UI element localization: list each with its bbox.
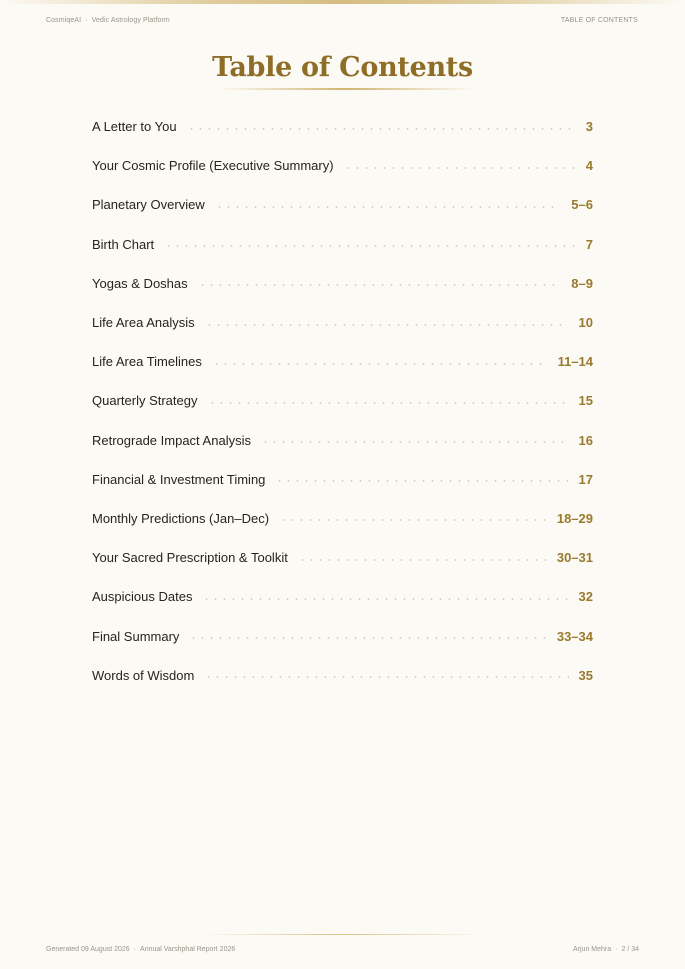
toc-dot-leader [212, 363, 548, 365]
running-header-left [46, 17, 170, 24]
toc-entry[interactable] [92, 303, 593, 342]
toc-entry-page: 30–31 [556, 550, 593, 566]
toc-entry-page: 5–6 [571, 197, 593, 213]
toc-dot-leader [198, 284, 562, 286]
toc-entry[interactable] [92, 342, 593, 381]
toc-entry-label: Auspicious Dates [92, 589, 193, 605]
toc-entry[interactable] [92, 264, 593, 303]
toc-entry[interactable] [92, 499, 593, 538]
footer-generated: Generated 09 August 2026 [46, 946, 130, 953]
header-subtitle: Vedic Astrology Platform [91, 17, 170, 24]
toc-dot-leader [189, 637, 546, 639]
toc-entry[interactable] [92, 616, 593, 655]
toc-entry-label: Financial & Investment Timing [92, 471, 266, 487]
toc-entry-label: Quarterly Strategy [92, 393, 198, 409]
toc-entry-page: 10 [578, 315, 593, 331]
toc-entry[interactable] [92, 185, 593, 224]
toc-entry[interactable] [92, 577, 593, 616]
footer-separator: · [133, 946, 137, 953]
toc-entry-page: 18–29 [556, 510, 593, 526]
top-gold-rule [0, 0, 685, 4]
toc-entry-label: A Letter to You [92, 119, 177, 135]
toc-dot-leader [164, 245, 576, 247]
toc-entry-label: Birth Chart [92, 236, 155, 252]
toc-entry[interactable] [92, 107, 593, 146]
toc-dot-leader [344, 167, 576, 169]
toc-entry-label: Your Cosmic Profile (Executive Summary) [92, 158, 334, 174]
footer-right [573, 946, 639, 953]
toc-entry-page: 16 [578, 432, 593, 448]
toc-entry-page: 32 [578, 589, 593, 605]
toc-dot-leader [298, 559, 547, 561]
toc-dot-leader [204, 676, 568, 678]
footer-page-number: 2 / 34 [621, 946, 639, 953]
toc-dot-leader [215, 206, 562, 208]
toc-entry-label: Retrograde Impact Analysis [92, 432, 251, 448]
toc-entry-label: Yogas & Doshas [92, 275, 188, 291]
toc-entry-page: 11–14 [557, 354, 593, 370]
toc-entry[interactable] [92, 656, 593, 695]
footer-separator-right: · [615, 946, 618, 953]
toc-entry-page: 17 [578, 471, 593, 487]
toc-entry[interactable] [92, 381, 593, 420]
footer-left [46, 946, 235, 953]
toc-dot-leader [205, 324, 569, 326]
toc-dot-leader [275, 480, 568, 482]
toc-dot-leader [261, 441, 569, 443]
toc-entry-page: 15 [578, 393, 593, 409]
toc-entry-page: 33–34 [556, 628, 593, 644]
toc-dot-leader [208, 402, 569, 404]
toc-entry-page: 35 [578, 667, 593, 683]
table-of-contents-list [92, 107, 593, 695]
toc-entry-label: Life Area Analysis [92, 315, 195, 331]
toc-entry-label: Life Area Timelines [92, 354, 202, 370]
toc-entry-page: 8–9 [571, 275, 593, 291]
toc-dot-leader [279, 519, 547, 521]
toc-entry-label: Final Summary [92, 628, 180, 644]
header-brand: CosmiqeAI [46, 17, 82, 24]
toc-entry-page: 7 [585, 236, 593, 252]
toc-entry-label: Words of Wisdom [92, 667, 195, 683]
footer-name: Arjun Mehra [573, 946, 612, 953]
toc-entry[interactable] [92, 460, 593, 499]
footer-gold-rule [200, 934, 485, 935]
toc-entry-label: Monthly Predictions (Jan–Dec) [92, 510, 270, 526]
toc-entry[interactable] [92, 421, 593, 460]
header-separator: · [85, 17, 88, 24]
toc-dot-leader [202, 598, 568, 600]
toc-entry-label: Your Sacred Prescription & Toolkit [92, 550, 288, 566]
toc-entry[interactable] [92, 225, 593, 264]
toc-entry-page: 3 [585, 119, 593, 135]
title-underline [217, 88, 475, 90]
toc-entry[interactable] [92, 538, 593, 577]
page-title: Table of Contents [212, 52, 473, 83]
toc-entry-label: Planetary Overview [92, 197, 205, 213]
toc-dot-leader [187, 128, 576, 130]
footer-report: Annual Varshphal Report 2026 [140, 946, 236, 953]
toc-entry-page: 4 [585, 158, 593, 174]
toc-entry[interactable] [92, 146, 593, 185]
running-header-section: TABLE OF CONTENTS [560, 17, 638, 24]
